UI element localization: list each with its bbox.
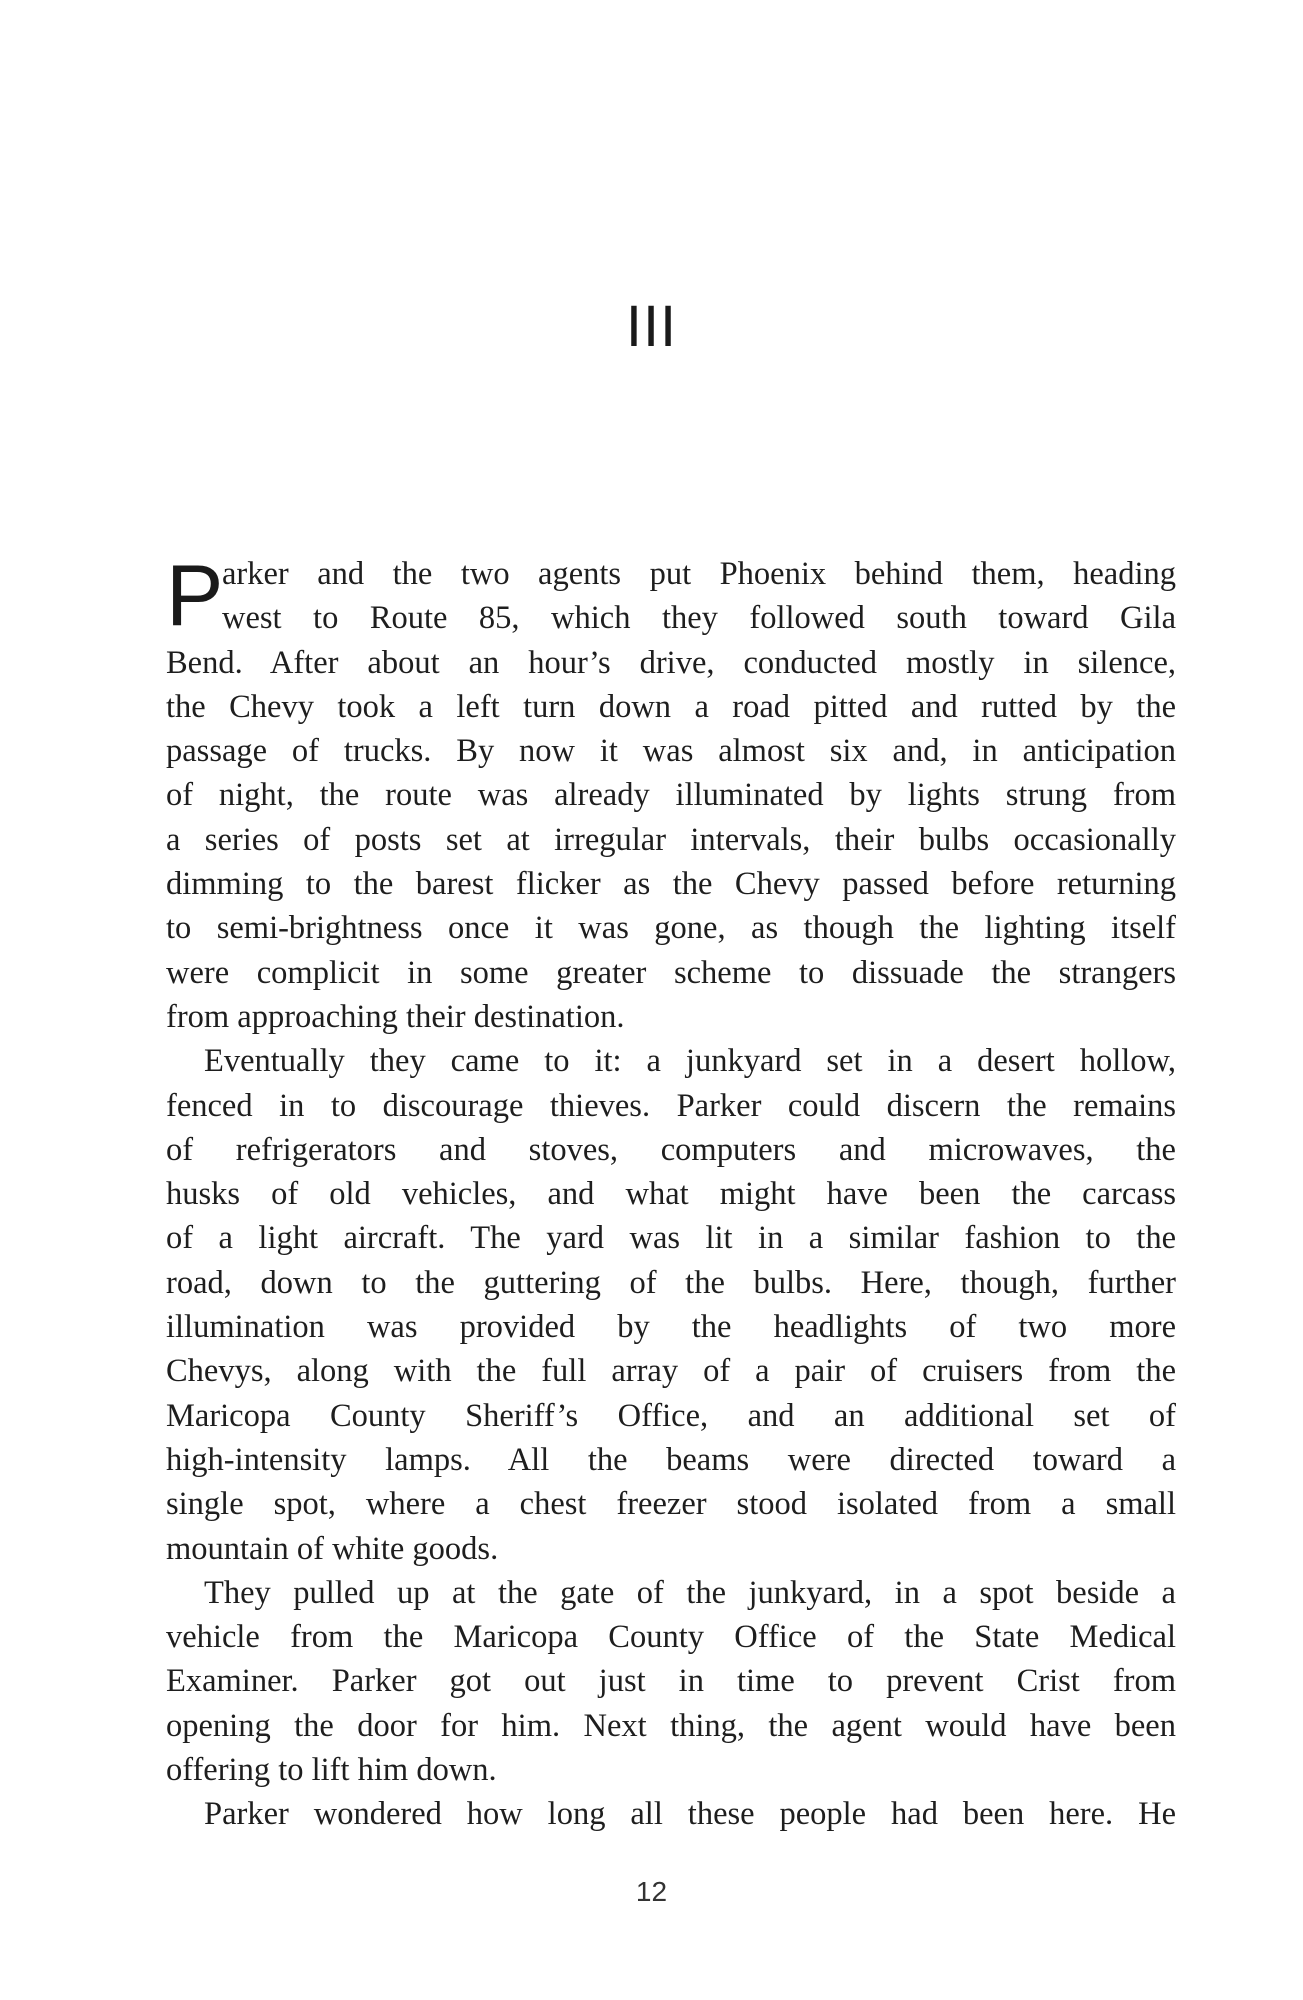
text-line: passage of trucks. By now it was almost six and, in anticipation (166, 733, 1176, 770)
text-line: offering to lift him down. (166, 1752, 497, 1789)
text-line: the Chevy took a left turn down a road pitted and rutted by the (166, 688, 1176, 725)
text-line: vehicle from the Maricopa County Office of the State Medical (166, 1619, 1176, 1656)
text-line: a series of posts set at irregular intervals, their bulbs occasionally (166, 821, 1176, 858)
text-line: Maricopa County Sheriff’s Office, and an additional set of (166, 1397, 1176, 1434)
text-line: illumination was provided by the headlights of two more (166, 1309, 1176, 1346)
text-line: Eventually they came to it: a junkyard set in a desert hollow, (204, 1043, 1176, 1080)
text-line: Chevys, along with the full array of a pair of cruisers from the (166, 1353, 1176, 1390)
text-line: arker and the two agents put Phoenix behind them, heading (222, 556, 1176, 592)
text-line: of night, the route was already illuminated by lights strung from (166, 777, 1176, 814)
drop-cap: P (166, 548, 224, 644)
text-line: Bend. After about an hour’s drive, conducted mostly in silence, (166, 644, 1176, 681)
text-line: west to Route 85, which they followed south toward Gila (222, 600, 1176, 637)
text-line: Examiner. Parker got out just in time to prevent Crist from (166, 1663, 1176, 1700)
text-line: road, down to the guttering of the bulbs. Here, though, further (166, 1264, 1176, 1301)
chapter-number: III (625, 294, 678, 359)
text-line: Parker wondered how long all these people had been here. He (204, 1796, 1176, 1833)
text-line: husks of old vehicles, and what might have been the carcass (166, 1176, 1176, 1213)
text-line: They pulled up at the gate of the junkyard, in a spot beside a (204, 1574, 1176, 1611)
text-line: high-intensity lamps. All the beams were directed toward a (166, 1441, 1176, 1478)
text-line: single spot, where a chest freezer stood isolated from a small (166, 1486, 1176, 1523)
text-line: opening the door for him. Next thing, the agent would have been (166, 1707, 1176, 1744)
text-line: dimming to the barest flicker as the Chevy passed before returning (166, 866, 1176, 903)
text-line: to semi-brightness once it was gone, as though the lighting itself (166, 910, 1176, 947)
text-line: of a light aircraft. The yard was lit in a similar fashion to the (166, 1220, 1176, 1257)
text-line: mountain of white goods. (166, 1530, 499, 1567)
body-text (166, 548, 1176, 1837)
text-line: from approaching their destination. (166, 998, 625, 1035)
text-line: were complicit in some greater scheme to dissuade the strangers (166, 954, 1176, 991)
text-line: of refrigerators and stoves, computers and microwaves, the (166, 1131, 1176, 1168)
text-line: fenced in to discourage thieves. Parker could discern the remains (166, 1087, 1176, 1124)
page-number: 12 (635, 1876, 668, 1907)
